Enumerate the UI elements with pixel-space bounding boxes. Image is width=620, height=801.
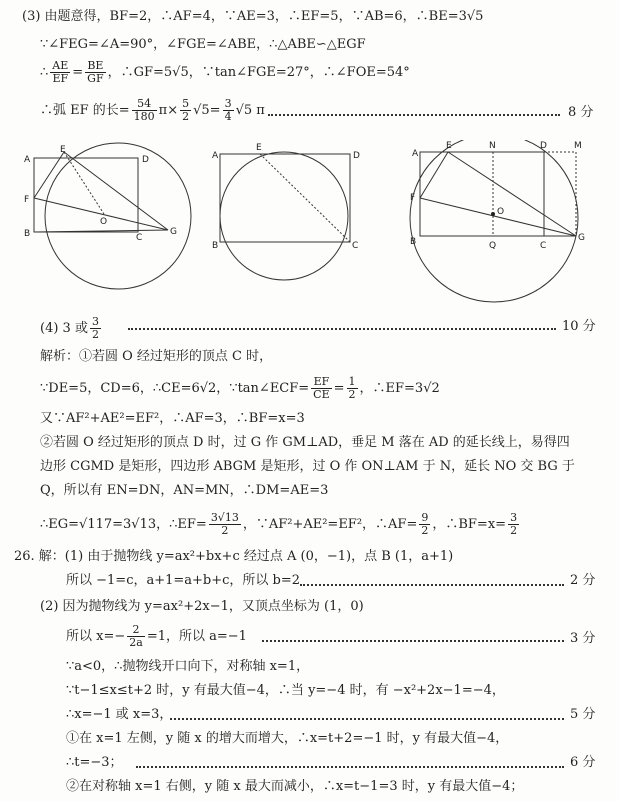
p4-jiexi: 解析：①若圆 O 经过矩形的顶点 C 时， <box>40 349 273 364</box>
p4-line2: 又∵AF²+AE²=EF²，∴AF=3，∴BF=x=3 <box>40 411 305 426</box>
figure-2 <box>212 143 360 280</box>
fig3-label-M: M <box>574 141 582 151</box>
p4-line5: Q，所以有 EN=DN，AN=MN，∴DM=AE=3 <box>40 483 329 498</box>
fig1-label-F: F <box>24 195 30 205</box>
score-6: 6 分 <box>570 755 596 770</box>
fig3-label-D: D <box>540 141 547 151</box>
figure-3 <box>410 140 585 302</box>
fig3-label-Q: Q <box>489 241 497 251</box>
dot-leader <box>128 328 556 330</box>
geometry-figures <box>20 140 600 310</box>
q26-line7: ∴x=−1 或 x=3， <box>66 707 173 722</box>
fig1-label-C: C <box>136 233 143 243</box>
score-8: 8 分 <box>568 105 594 120</box>
fig3-label-N: N <box>489 141 496 151</box>
fig1-label-A: A <box>24 155 31 165</box>
score-5: 5 分 <box>570 707 596 722</box>
fig2-label-E: E <box>256 143 262 153</box>
dot-leader <box>262 640 564 642</box>
figure-1 <box>24 143 191 289</box>
q26-line6: ∵t−1≤x≤t+2 时，y 有最大值−4，∴当 y=−4 时，有 −x²+2x−1=−4， <box>66 683 505 698</box>
fig2-label-A: A <box>212 151 219 161</box>
fig1-label-D: D <box>142 155 149 165</box>
fig1-label-O: O <box>100 217 108 227</box>
p4-line6: ∴EG=√117=3√13，∴EF= $\frac{3√13}{2}$ ，∵AF²+AE²=EF²，∴AF= $\frac{9}{2}$ ，∴BF=x= $\frac{3}{2}$ <box>40 511 518 537</box>
dot-leader <box>170 718 564 720</box>
fig3-label-B: B <box>410 237 417 247</box>
p4-head: (4) 3 或 $\frac{3}{2}$ <box>40 315 99 341</box>
fig3-label-A: A <box>412 149 419 159</box>
fig1-label-G: G <box>170 227 177 237</box>
dot-leader <box>268 114 560 116</box>
fig3-label-E: E <box>446 141 452 151</box>
q26-line10: ②在对称轴 x=1 右侧，y 随 x 最大而减小，∴x=t−1=3 时，y 有最大值−4； <box>66 779 524 794</box>
fig3-label-F: F <box>410 193 416 203</box>
fig3-label-O: O <box>497 207 505 217</box>
score-2: 2 分 <box>570 573 596 588</box>
q26-line4: 所以 x=− $\frac{2}{2a}$ =1，所以 a=−1 <box>66 623 247 649</box>
q26-line1: 26. 解：(1) 由于抛物线 y=ax²+bx+c 经过点 A (0，−1)，点 B (1，a+1) <box>14 549 454 564</box>
fig1-label-E: E <box>60 145 66 155</box>
fig2-label-C: C <box>352 241 359 251</box>
score-10: 10 分 <box>562 319 596 334</box>
p4-line3: ②若圆 O 经过矩形的顶点 D 时，过 G 作 GM⊥AD，垂足 M 落在 AD 的延长线上，易得四 <box>40 435 570 450</box>
p4-line4: 边形 CGMD 是矩形，四边形 ABGM 是矩形，过 O 作 ON⊥AM 于 N，延长 NO 交 BG 于 <box>40 459 575 474</box>
p3-line4: ∴弧 EF 的长= $\frac{54}{180}$ π× $\frac{5}{2}$ √5= $\frac{3}{4}$ √5 π <box>40 97 265 123</box>
p3-line3: ∴ $\frac{AE}{EF}$ = $\frac{BE}{GF}$ ，∴GF=5√5，∵tan∠FGE=27°，∴∠FOE=54° <box>40 59 410 85</box>
q26-line2: 所以 −1=c，a+1=a+b+c，所以 b=2 <box>66 573 301 588</box>
p3-line2: ∵∠FEG=∠A=90°，∠FGE=∠ABE，∴△ABE∽△EGF <box>40 37 366 52</box>
dot-leader <box>136 766 564 768</box>
fig3-label-C: C <box>540 241 547 251</box>
p3-line1: (3) 由题意得，BF=2，∴AF=4，∵AE=3，∴EF=5，∵AB=6，∴BE=3√5 <box>22 9 484 24</box>
q26-line5: ∵a<0，∴抛物线开口向下，对称轴 x=1， <box>66 659 310 674</box>
q26-line3: (2) 因为抛物线为 y=ax²+2x−1，又顶点坐标为 (1，0) <box>40 599 364 614</box>
score-3: 3 分 <box>570 631 596 646</box>
fig2-label-D: D <box>353 151 360 161</box>
q26-line9: ∴t=−3； <box>66 755 123 770</box>
fig2-label-B: B <box>212 241 219 251</box>
fig1-label-B: B <box>24 229 31 239</box>
p4-line1: ∵DE=5，CD=6，∴CE=6√2，∵tan∠ECF= $\frac{EF}{CE}$ = $\frac{1}{2}$ ，∴EF=3√2 <box>40 375 440 401</box>
dot-leader <box>300 584 564 586</box>
q26-line8: ①在 x=1 左侧，y 随 x 的增大而增大，∴x=t+2=−1 时，y 有最大值−4， <box>66 731 509 746</box>
fig3-label-G: G <box>578 233 585 243</box>
